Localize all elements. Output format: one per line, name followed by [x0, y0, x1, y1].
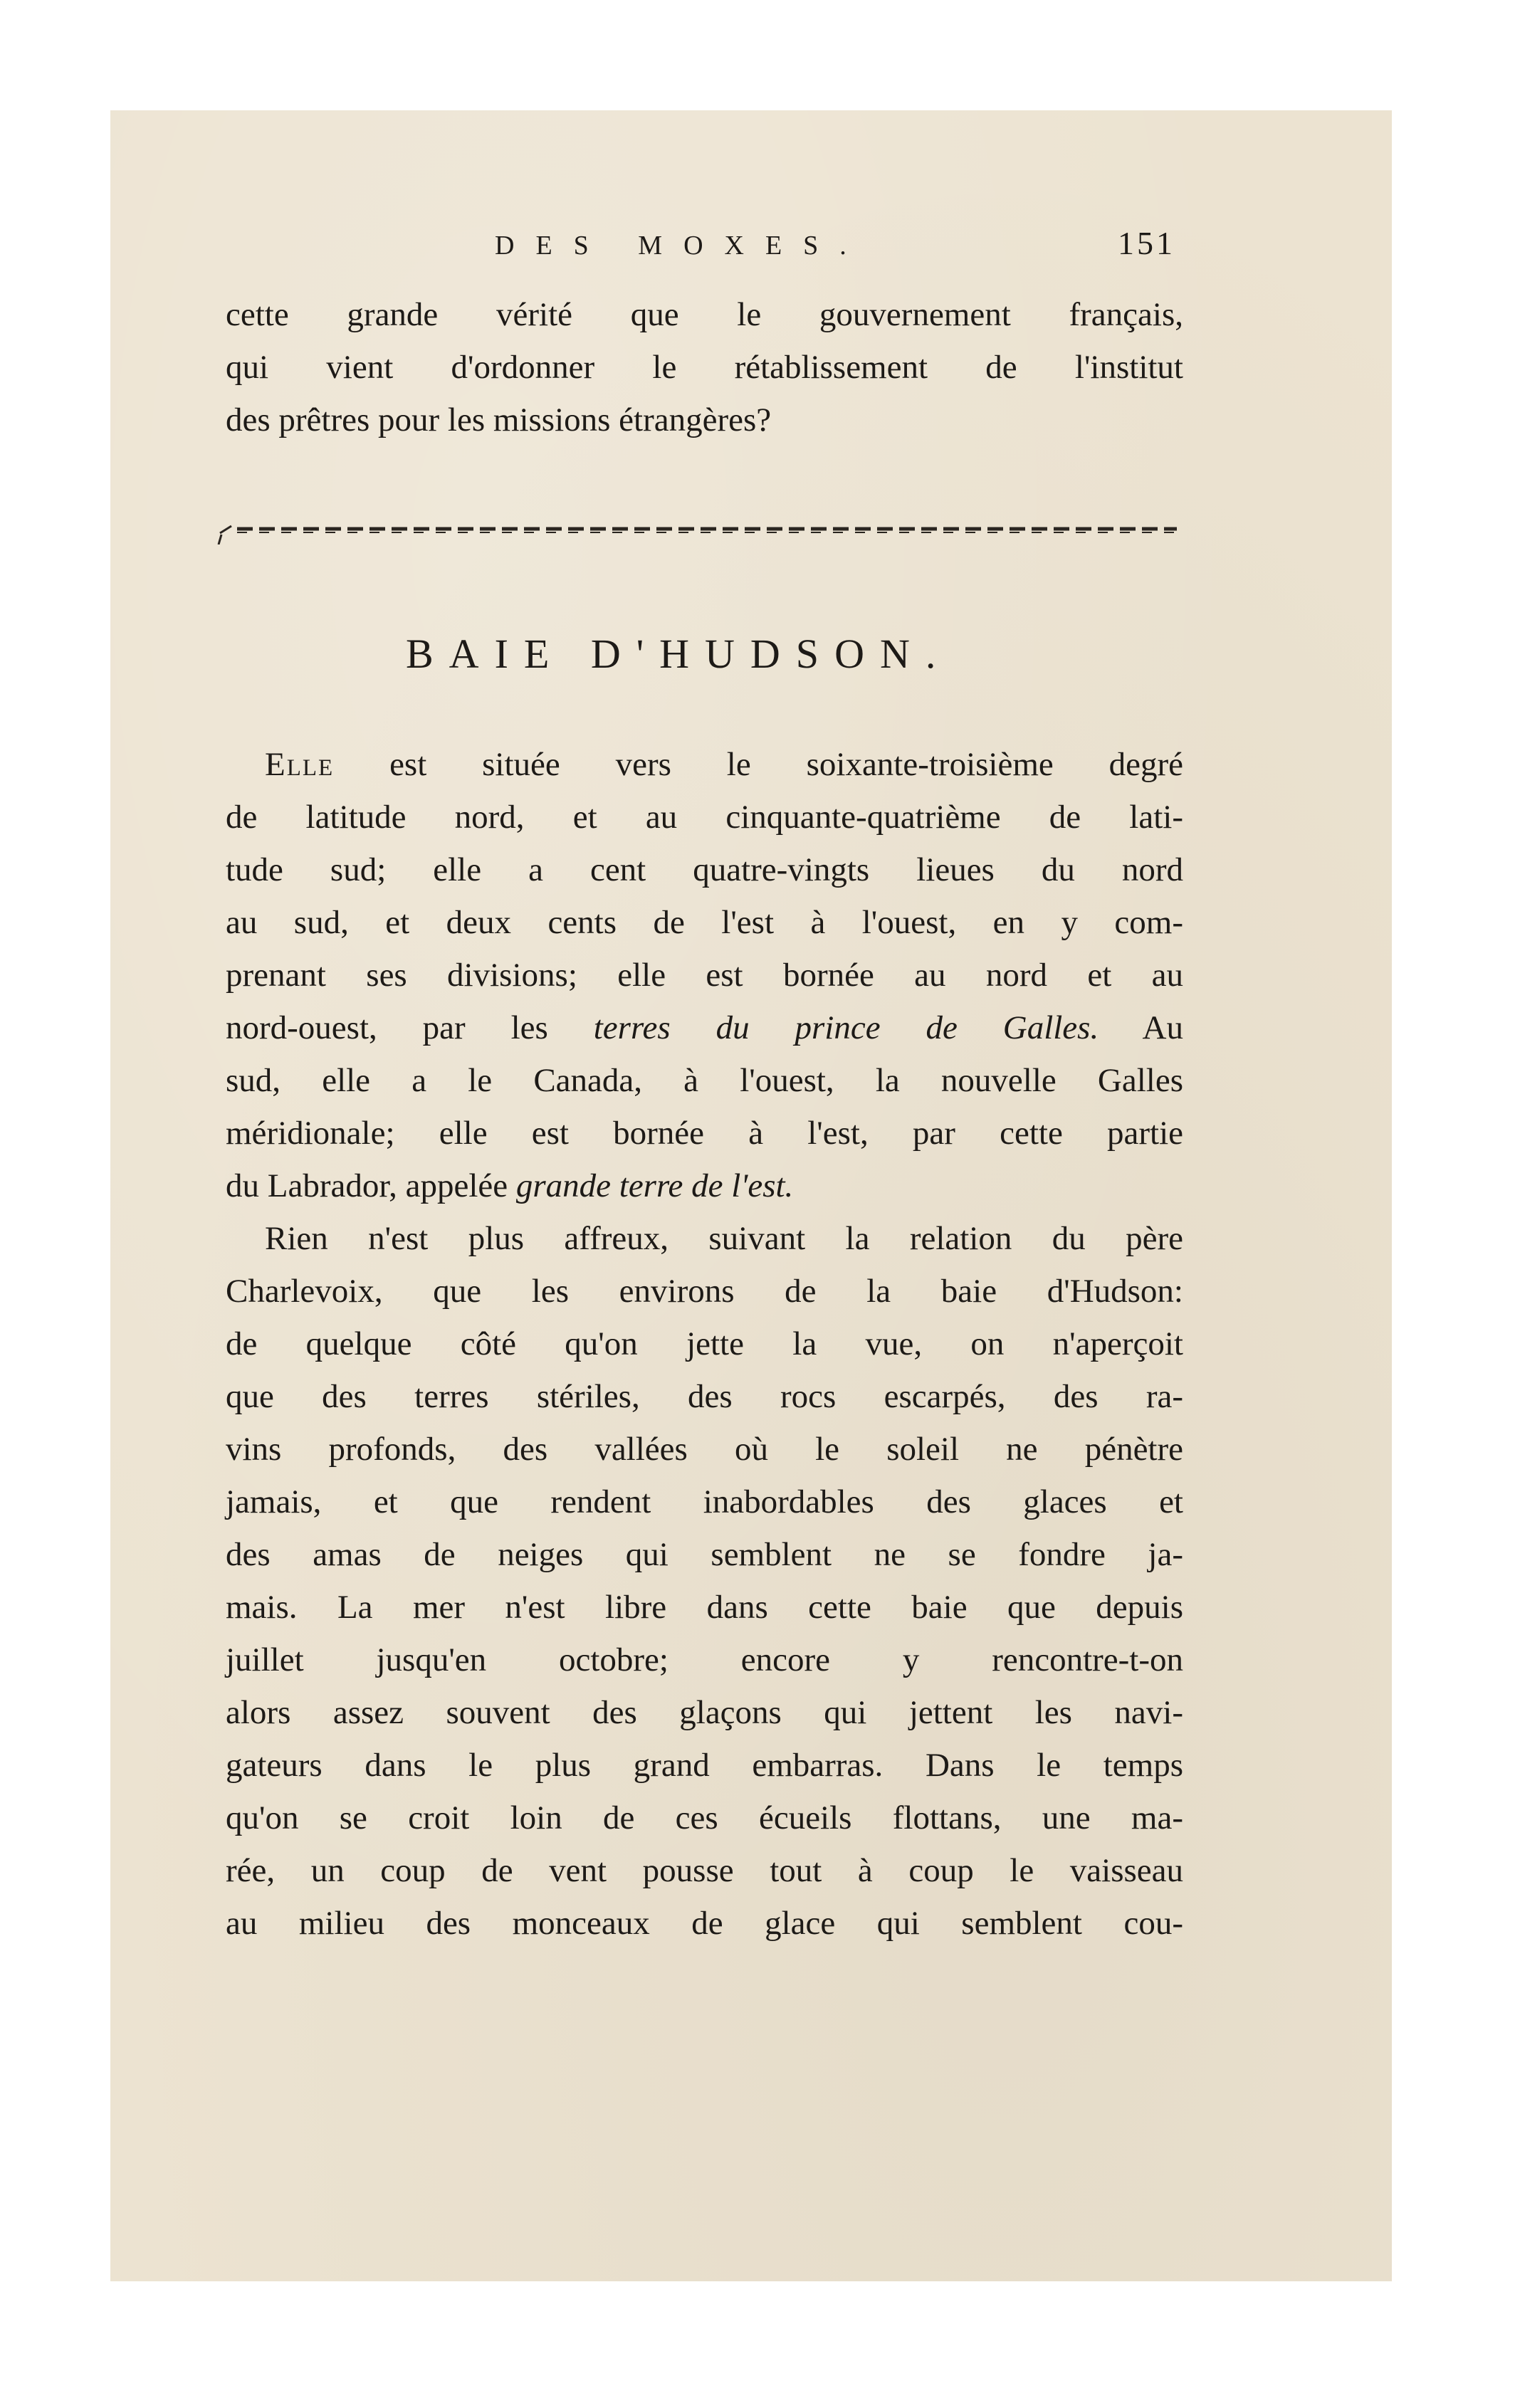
text-fragment: Au: [1142, 1009, 1183, 1046]
text-line: [226, 738, 1183, 791]
book-page: [110, 110, 1392, 2281]
text-line: mais. La mer n'est libre dans cette baie que depuis: [226, 1589, 1183, 1626]
text-line: au milieu des monceaux de glace qui semblent cou-: [226, 1905, 1183, 1942]
previous-section-end: [226, 288, 1183, 446]
text-fragment: du Labrador, appelée: [226, 1167, 508, 1204]
text-line: Rien n'est plus affreux, suivant la relation du père: [265, 1220, 1183, 1257]
text-line: tude sud; elle a cent quatre-vingts lieues du nord: [226, 851, 1183, 888]
text-line: alors assez souvent des glaçons qui jettent les navi-: [226, 1694, 1183, 1731]
text-line: juillet jusqu'en octobre; encore y rencontre-t-on: [226, 1641, 1183, 1678]
text-line: de latitude nord, et au cinquante-quatrième de lati-: [226, 799, 1183, 836]
section-title: BAIE D'HUDSON.: [406, 631, 952, 677]
text-line: jamais, et que rendent inabordables des glaces et: [226, 1483, 1183, 1520]
text-line: sud, elle a le Canada, à l'ouest, la nouvelle Galles: [226, 1062, 1183, 1099]
paragraph-1: [226, 738, 1183, 1212]
text-line: qu'on se croit loin de ces écueils flottans, une ma-: [226, 1799, 1183, 1836]
italic-place-name: grande terre de l'est.: [515, 1167, 794, 1204]
text-line: de quelque côté qu'on jette la vue, on n'aperçoit: [226, 1325, 1183, 1362]
drop-word: Elle: [265, 746, 335, 783]
ornamental-divider: [216, 516, 1184, 545]
text-line: au sud, et deux cents de l'est à l'ouest, en y com-: [226, 904, 1183, 941]
text-line: [226, 1160, 1183, 1212]
text-line: rée, un coup de vent pousse tout à coup le vaisseau: [226, 1852, 1183, 1889]
italic-place-name: terres du prince de Galles.: [593, 1009, 1099, 1046]
running-head: DES MOXES.: [495, 231, 868, 261]
text-line: des prêtres pour les missions étrangères?: [226, 401, 772, 438]
paragraph-2: [226, 1212, 1183, 1950]
text-line: vins profonds, des vallées où le soleil ne pénètre: [226, 1431, 1183, 1468]
text-line: gateurs dans le plus grand embarras. Dans le temps: [226, 1747, 1183, 1784]
text-line: méridionale; elle est bornée à l'est, par cette partie: [226, 1115, 1183, 1152]
text-fragment: est située vers le soixante-troisième degré: [389, 746, 1184, 783]
text-line: Charlevoix, que les environs de la baie d'Hudson:: [226, 1273, 1183, 1310]
text-line: que des terres stériles, des rocs escarpés, des ra-: [226, 1378, 1183, 1415]
text-line: des amas de neiges qui semblent ne se fondre ja-: [226, 1536, 1183, 1573]
text-line: cette grande vérité que le gouvernement français,: [226, 296, 1183, 333]
page-number: 151: [1118, 225, 1175, 261]
text-line: qui vient d'ordonner le rétablissement de l'institut: [226, 349, 1183, 386]
text-line: prenant ses divisions; elle est bornée au nord et au: [226, 957, 1183, 994]
text-line: [226, 1001, 1183, 1054]
text-fragment: nord-ouest, par les: [226, 1009, 548, 1046]
